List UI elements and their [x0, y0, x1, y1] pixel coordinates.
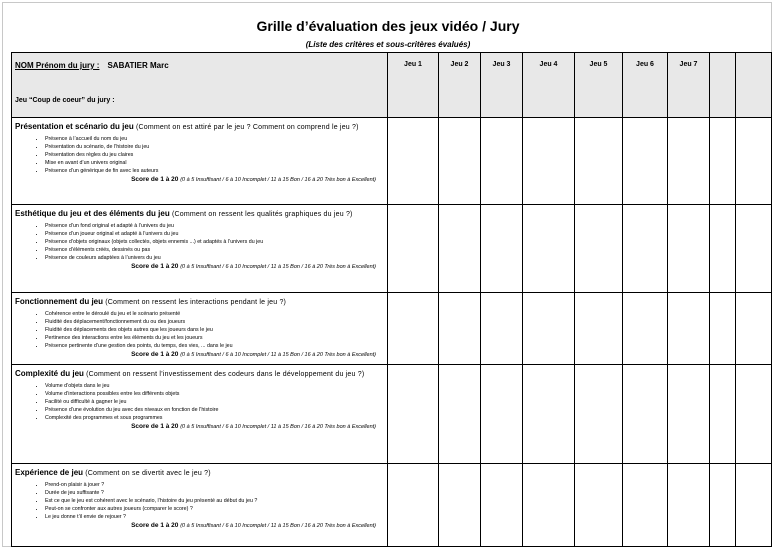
score-cell[interactable] [575, 365, 623, 464]
score-cell[interactable] [736, 365, 772, 464]
score-line [15, 263, 384, 270]
score-line [15, 423, 384, 430]
sub-criterion: • Présence d’un fond original et adapté à l’univers du jeu [45, 222, 384, 230]
jury-cell [12, 53, 388, 118]
score-cell[interactable] [439, 205, 481, 293]
sub-criteria-list [15, 135, 384, 175]
sub-criterion: • Présence d’une évolution du jeu avec des niveaux en fonction de l’histoire [45, 406, 384, 414]
score-cell[interactable] [623, 293, 668, 365]
column-header-4: Jeu 4 [523, 53, 575, 118]
score-cell[interactable] [736, 293, 772, 365]
criterion-title: Fonctionnement du jeu [15, 297, 103, 306]
sub-criterion: • Présence d’un joueur original et adapté à l’univers du jeu [45, 230, 384, 238]
score-scale: (0 à 5 Insuffisant / 6 à 10 Incomplet / 11 à 15 Bon / 16 à 20 Très bon à Excellent) [180, 177, 376, 183]
sub-criteria-list [15, 481, 384, 521]
score-cell[interactable] [668, 205, 710, 293]
score-cell[interactable] [710, 293, 736, 365]
score-line [15, 176, 384, 183]
score-cell[interactable] [388, 464, 439, 547]
criterion-cell [12, 464, 388, 547]
sub-criteria-list [15, 310, 384, 350]
column-header-9 [736, 53, 772, 118]
criterion-question: (Comment on ressent les interactions pendant le jeu ?) [105, 299, 287, 306]
score-cell[interactable] [623, 464, 668, 547]
sub-criterion: • Complexité des programmes et sous programmes [45, 414, 384, 422]
sub-criterion: • Est ce que le jeu est cohérent avec le scénario, l’histoire du jeu présenté au début du jeu ? [45, 497, 384, 505]
score-cell[interactable] [523, 205, 575, 293]
criterion-cell [12, 293, 388, 365]
score-cell[interactable] [710, 464, 736, 547]
sub-criterion: • Durée de jeu suffisante ? [45, 489, 384, 497]
score-cell[interactable] [388, 293, 439, 365]
sub-criterion: • Présence d’éléments créés, dessinés ou pas [45, 246, 384, 254]
score-cell[interactable] [668, 365, 710, 464]
sub-criterion: • Présence pertinente d’une gestion des points, du temps, des vies, ... dans le jeu [45, 342, 384, 350]
evaluation-grid [11, 52, 772, 547]
sub-criterion: • Cohérence entre le déroulé du jeu et le scénario présenté [45, 310, 384, 318]
criterion-row [12, 118, 772, 205]
criterion-question: (Comment on ressent l’investissement des codeurs dans le développement du jeu ?) [86, 371, 365, 378]
criterion-title: Présentation et scénario du jeu [15, 122, 134, 131]
score-label: Score de 1 à 20 [131, 263, 179, 270]
criterion-title: Esthétique du jeu et des éléments du jeu [15, 209, 170, 218]
score-cell[interactable] [481, 464, 523, 547]
sub-criterion: • Volume d’objets dans le jeu [45, 382, 384, 390]
criterion-heading [15, 122, 384, 133]
score-cell[interactable] [523, 293, 575, 365]
coup-de-coeur-label: Jeu “Coup de coeur” du jury : [15, 97, 115, 104]
column-header-7: Jeu 7 [668, 53, 710, 118]
score-cell[interactable] [575, 205, 623, 293]
sub-criterion: • Mise en avant d’un univers original [45, 159, 384, 167]
column-header-8 [710, 53, 736, 118]
score-cell[interactable] [439, 464, 481, 547]
sub-criterion: • Présence d’un générique de fin avec les auteurs [45, 167, 384, 175]
criterion-row [12, 205, 772, 293]
criterion-question: (Comment on ressent les qualités graphiques du jeu ?) [171, 211, 353, 218]
sub-criteria-list [15, 382, 384, 422]
criterion-title: Expérience de jeu [15, 468, 84, 477]
column-header-2: Jeu 2 [439, 53, 481, 118]
score-cell[interactable] [481, 365, 523, 464]
score-label: Score de 1 à 20 [131, 351, 179, 358]
criterion-row [12, 365, 772, 464]
sub-criterion: • Fluidité des déplacements des objets autres que les joueurs dans le jeu [45, 326, 384, 334]
sub-criterion: • Facilité ou difficulté à gagner le jeu [45, 398, 384, 406]
score-cell[interactable] [575, 464, 623, 547]
score-cell[interactable] [523, 464, 575, 547]
score-cell[interactable] [388, 118, 439, 205]
score-cell[interactable] [439, 293, 481, 365]
sub-criterion: • Le jeu donne t’il envie de rejouer ? [45, 513, 384, 521]
score-cell[interactable] [481, 293, 523, 365]
score-cell[interactable] [668, 293, 710, 365]
criterion-heading [15, 468, 384, 479]
score-cell[interactable] [523, 118, 575, 205]
score-cell[interactable] [736, 464, 772, 547]
score-cell[interactable] [736, 205, 772, 293]
column-header-6: Jeu 6 [623, 53, 668, 118]
score-cell[interactable] [575, 118, 623, 205]
jury-name: SABATIER Marc [107, 61, 169, 70]
sub-criterion: • Présentation des règles du jeu claires [45, 151, 384, 159]
score-scale: (0 à 5 Insuffisant / 6 à 10 Incomplet / 11 à 15 Bon / 16 à 20 Très bon à Excellent) [180, 264, 376, 270]
score-cell[interactable] [523, 365, 575, 464]
sub-criterion: • Présence de couleurs adaptées à l’univers du jeu [45, 254, 384, 262]
criterion-question: (Comment on est attiré par le jeu ? Comment on comprend le jeu ?) [135, 124, 359, 131]
score-cell[interactable] [388, 365, 439, 464]
score-line [15, 351, 384, 358]
score-cell[interactable] [439, 365, 481, 464]
score-label: Score de 1 à 20 [131, 176, 179, 183]
criterion-cell [12, 205, 388, 293]
column-header-1: Jeu 1 [388, 53, 439, 118]
criterion-title: Complexité du jeu [15, 369, 84, 378]
sub-criterion: • Présence d’objets originaux (objets collectés, objets ennemis ...) et adaptés à l’univers du jeu [45, 238, 384, 246]
sub-criterion: • Fluidité des déplacement/fonctionnement du ou des joueurs [45, 318, 384, 326]
score-cell[interactable] [481, 118, 523, 205]
criterion-heading [15, 297, 384, 308]
score-cell[interactable] [623, 205, 668, 293]
criterion-heading [15, 209, 384, 220]
score-cell[interactable] [481, 205, 523, 293]
score-cell[interactable] [736, 118, 772, 205]
sub-criteria-list [15, 222, 384, 262]
score-scale: (0 à 5 Insuffisant / 6 à 10 Incomplet / 11 à 15 Bon / 16 à 20 Très bon à Excellent) [180, 424, 376, 430]
jury-label: NOM Prénom du jury : [15, 61, 100, 70]
criterion-heading [15, 369, 384, 380]
criterion-question: (Comment on se divertit avec le jeu ?) [85, 470, 211, 477]
sub-criterion: • Prend-on plaisir à jouer ? [45, 481, 384, 489]
score-cell[interactable] [575, 293, 623, 365]
criterion-row [12, 464, 772, 547]
score-cell[interactable] [623, 118, 668, 205]
column-header-5: Jeu 5 [575, 53, 623, 118]
score-cell[interactable] [668, 118, 710, 205]
score-scale: (0 à 5 Insuffisant / 6 à 10 Incomplet / 11 à 15 Bon / 16 à 20 Très bon à Excellent) [180, 352, 376, 358]
score-cell[interactable] [710, 205, 736, 293]
score-label: Score de 1 à 20 [131, 423, 179, 430]
header-row [12, 53, 772, 118]
score-cell[interactable] [710, 118, 736, 205]
score-label: Score de 1 à 20 [131, 522, 179, 529]
sub-criterion: • Peut-on se confronter aux autres joueurs (comparer le score) ? [45, 505, 384, 513]
document-subtitle: (Liste des critères et sous-critères évalués) [305, 40, 471, 49]
sub-criterion: • Pertinence des interactions entre les éléments du jeu et les joueurs [45, 334, 384, 342]
score-line [15, 522, 384, 529]
score-cell[interactable] [710, 365, 736, 464]
criterion-cell [12, 118, 388, 205]
score-cell[interactable] [668, 464, 710, 547]
score-cell[interactable] [439, 118, 481, 205]
sub-criterion: • Volume d’interactions possibles entre les différents objets [45, 390, 384, 398]
criterion-cell [12, 365, 388, 464]
score-cell[interactable] [623, 365, 668, 464]
score-cell[interactable] [388, 205, 439, 293]
sub-criterion: • Présence à l’accueil du nom du jeu [45, 135, 384, 143]
sub-criterion: • Présentation du scénario, de l’histoire du jeu [45, 143, 384, 151]
document-title: Grille d’évaluation des jeux vidéo / Jury [256, 18, 520, 34]
criterion-row [12, 293, 772, 365]
column-header-3: Jeu 3 [481, 53, 523, 118]
score-scale: (0 à 5 Insuffisant / 6 à 10 Incomplet / 11 à 15 Bon / 16 à 20 Très bon à Excellent) [180, 523, 376, 529]
